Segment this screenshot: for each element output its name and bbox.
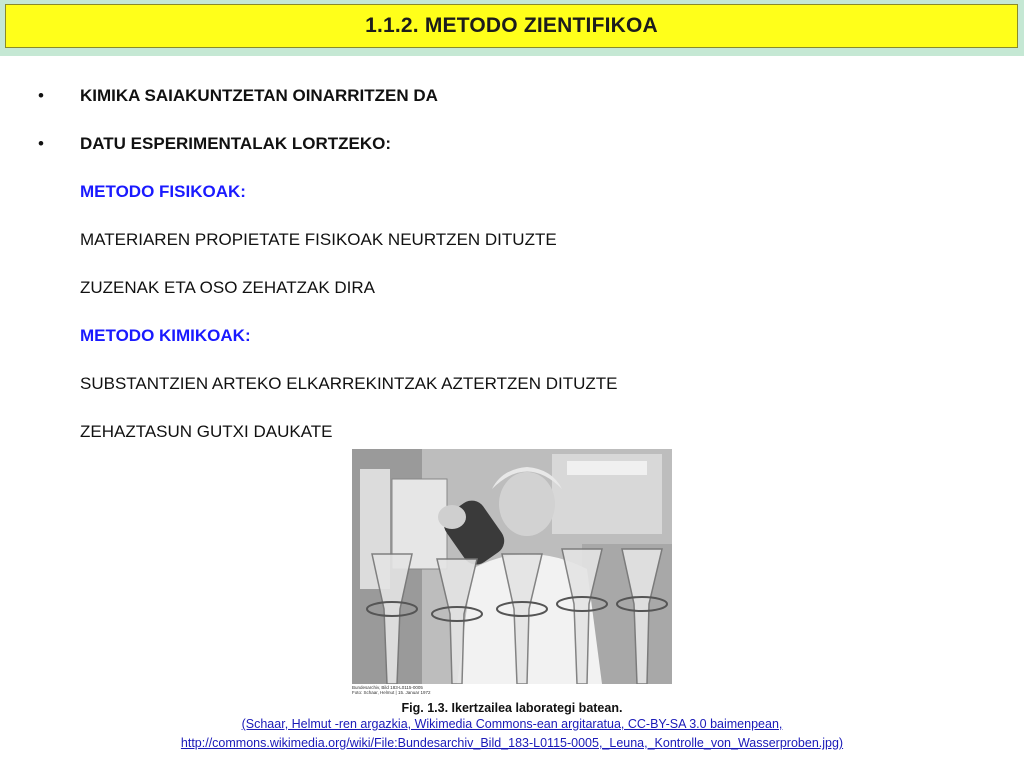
chemical-methods-heading: METODO KIMIKOAK:	[80, 326, 251, 345]
chemical-methods-line-1: SUBSTANTZIEN ARTEKO ELKARREKINTZAK AZTERTZEN DITUZTE	[80, 374, 618, 393]
slide-title: 1.1.2. METODO ZIENTIFIKOA	[365, 14, 658, 37]
photo-credit	[352, 685, 430, 695]
lab-photo-illustration	[352, 449, 672, 684]
title-box	[5, 4, 1018, 48]
bullet-icon: •	[38, 86, 44, 105]
photo-credit-line-1: Bundesarchiv, Bild 183-L0115-0005	[352, 685, 423, 690]
physical-methods-line-1: MATERIAREN PROPIETATE FISIKOAK NEURTZEN DITUZTE	[80, 230, 557, 249]
source-link-2[interactable]: http://commons.wikimedia.org/wiki/File:Bundesarchiv_Bild_183-L0115-0005,_Leuna,_Kontrolle_von_Wasserproben.jpg)	[180, 736, 844, 750]
lab-photo	[352, 449, 672, 684]
figure-source-line-1	[0, 717, 1024, 731]
figure-caption: Fig. 1.3. Ikertzailea laborategi batean.	[401, 701, 623, 715]
figure-source-line-2	[0, 736, 1024, 750]
photo-credit-line-2: Foto: Schaar, Helmut | 15. Januar 1972	[352, 690, 431, 695]
bullet-icon: •	[38, 134, 44, 153]
source-link-1[interactable]: (Schaar, Helmut -ren argazkia, Wikimedia Commons-ean argitaratua, CC-BY-SA 3.0 baimenpean,	[241, 717, 783, 731]
chemical-methods-line-2: ZEHAZTASUN GUTXI DAUKATE	[80, 422, 333, 441]
bullet-text-1: KIMIKA SAIAKUNTZETAN OINARRITZEN DA	[80, 86, 438, 105]
physical-methods-heading: METODO FISIKOAK:	[80, 182, 246, 201]
bullet-text-2: DATU ESPERIMENTALAK LORTZEKO:	[80, 134, 392, 153]
physical-methods-line-2: ZUZENAK ETA OSO ZEHATZAK DIRA	[80, 278, 376, 297]
